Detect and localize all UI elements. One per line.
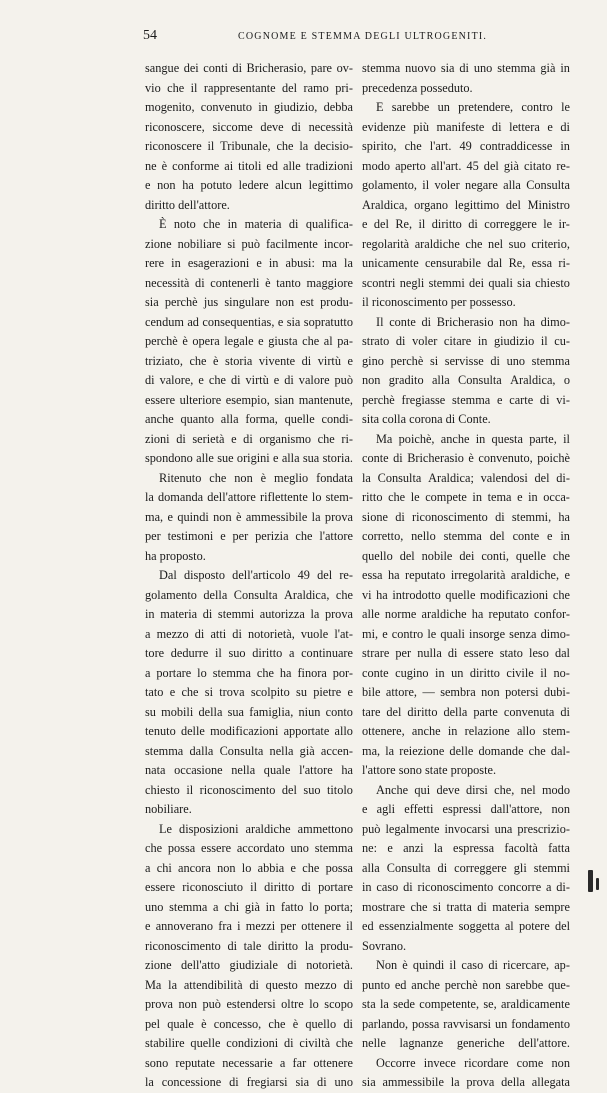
text-line: nelle lagnanze generiche dell'attore. [362, 1036, 570, 1050]
text-line: ed essenzialmente soggetta al potere del [362, 919, 570, 933]
text-line: unicamente censurabile dal Re, essa ri- [362, 256, 570, 270]
text-line: vio che il rappresentante del ramo pri- [145, 80, 353, 95]
text-line: tenuto delle modificazioni apportate allo [145, 724, 353, 738]
text-line: Occorre invece ricordare come non [376, 1055, 570, 1070]
text-line: Ritenuto che non è meglio fondata [159, 470, 353, 485]
text-line: strare per nulla di essere stato leso dal [362, 646, 570, 660]
text-line: Sovrano. [362, 938, 407, 953]
text-line: tore dedurre il suo diritto a continuare [145, 646, 353, 660]
text-line: sia ammessibile la prova della allegata [362, 1075, 570, 1089]
text-line: che possa essere accordato uno stemma [145, 841, 353, 855]
text-line: sono reputate necessarie a far ottenere [145, 1055, 353, 1070]
text-line: parlando, possa ravvisarsi un fondamento [362, 1016, 570, 1031]
text-line: la domanda dell'attore riflettente lo stem- [145, 490, 353, 504]
text-line: prova non può estendersi oltre lo scopo [145, 997, 353, 1011]
text-line: Ma poichè, anche in questa parte, il [376, 431, 570, 446]
text-line: zione nobiliare si può facilmente incor- [145, 236, 353, 251]
text-line: il riconoscimento per possesso. [362, 295, 516, 309]
left-text-column [145, 59, 353, 1093]
text-line: e non ha potuto ledere alcun legittimo [145, 178, 353, 192]
text-line: nobiliare. [145, 802, 192, 816]
text-line: conte di Bricherasio è convenuto, poichè [362, 451, 570, 465]
text-line: e del Re, il diritto di correggere le ir- [362, 217, 570, 231]
text-line: alla Consulta di correggere gli stemmi [362, 860, 570, 875]
text-line: mogenito, convenuto in giudizio, debba [145, 100, 353, 114]
text-line: regolarità araldiche che nel suo criterio, [362, 236, 570, 251]
text-line: E sarebbe un pretendere, contro le [376, 100, 570, 114]
text-line: vi ha introdotto quelle modificazioni che [362, 587, 570, 602]
text-line: zione dell'atto giudiziale di notorietà. [145, 958, 353, 972]
text-line: Non è quindi il caso di ricercare, ap- [376, 958, 570, 972]
text-line: ma, la reiezione delle domande che dal- [362, 743, 570, 758]
text-line: Dal disposto dell'articolo 49 del re- [159, 568, 353, 582]
text-line: punto ed anche perchè non sarebbe que- [362, 977, 570, 992]
text-line: stemma dalla Consulta nella già accen- [145, 743, 353, 758]
right-text-column [362, 59, 570, 1093]
text-line: sangue dei conti di Bricherasio, pare ov- [145, 61, 353, 75]
text-line: ottenere, anche in relazione allo stem- [362, 724, 570, 738]
text-line: ne: e anzi la espressa facoltà fatta [362, 841, 570, 855]
text-line: stabilire quelle condizioni di civiltà che [145, 1036, 353, 1050]
text-line: su mobili della sua famiglia, niun conto [145, 704, 353, 719]
text-line: diritto dell'attore. [145, 197, 230, 212]
text-line: ma, e quindi non è ammessibile la prova [145, 509, 353, 524]
text-line: modo aperto all'art. 45 del già citato re- [362, 158, 570, 173]
text-line: di valore, e che di virtù e di valore può [145, 373, 353, 387]
text-line: a mezzo di atti di notorietà, vuole l'at- [145, 626, 353, 641]
running-head: COGNOME E STEMMA DEGLI ULTROGENITI. [238, 31, 488, 42]
text-line: chiesto il riconoscimento del suo titolo [145, 782, 353, 797]
text-line: riconoscimento di tale diritto la produ- [145, 938, 353, 953]
text-line: Ma la attendibilità di questo mezzo di [145, 977, 353, 992]
text-line: essere ulteriore esempio, sian mantenute, [145, 392, 353, 407]
text-line: ne è conforme ai titoli ed alle tradizioni [145, 158, 353, 173]
text-line: la concessione di fregiarsi sia di uno [145, 1075, 353, 1089]
text-line: strato di voler citare in giudizio il cu- [362, 334, 570, 348]
text-line: essa ha reputato irregolarità araldiche, e [362, 568, 570, 582]
text-line: e annoverano fra i mezzi per ottenere il [145, 919, 353, 933]
text-line: mi, e contro le quali insorge senza dimo- [362, 626, 570, 641]
text-line: nata occasione nella quale l'attore ha [145, 763, 353, 777]
text-line: Araldica, organo legittimo del Ministro [362, 197, 570, 212]
text-line: cendum ad consequentias, e sia sopratutto [145, 314, 353, 329]
text-line: non gradito alla Consulta Araldica, o [362, 373, 570, 387]
text-line: a portare lo stemma che ha finora por- [145, 665, 353, 680]
text-line: sia perchè jus singulare non est produ- [145, 295, 353, 309]
text-line: uno stemma a chi già in fatto lo porta; [145, 899, 353, 914]
text-line: e agli effetti espressi dall'attore, non [362, 802, 570, 816]
text-line: Le disposizioni araldiche ammettono [159, 821, 353, 836]
text-line: corretto, nello stemma del conte e in [362, 529, 570, 543]
text-line: essere riconosciuto il diritto di portare [145, 880, 353, 894]
text-line: spirito, che l'art. 49 contraddicesse in [362, 139, 570, 153]
text-line: Anche qui deve dirsi che, nel modo [376, 782, 570, 797]
text-line: in caso di riconoscimento concorre a di- [362, 880, 570, 894]
text-line: perchè fregiasse stemma e carte di vi- [362, 392, 570, 407]
text-line: necessità di contenerli è tanto maggiore [145, 275, 353, 290]
text-line: la Consulta Araldica; valendosi del di- [362, 470, 570, 485]
page-edge-mark [588, 870, 593, 892]
text-line: pel quale è concesso, che è quello di [145, 1016, 353, 1031]
text-line: triziato, che è storia vivente di virtù e [145, 353, 353, 368]
text-line: evidenze più manifeste di lettera e di [362, 119, 570, 134]
page-number: 54 [143, 28, 157, 43]
text-line: quello del nobile dei conti, quelle che [362, 548, 570, 563]
text-line: ha proposto. [145, 548, 206, 563]
text-line: scontri negli stemmi dei quali sia chiesto [362, 275, 570, 290]
text-line: riconoscere, siccome deve di necessità [145, 119, 353, 134]
text-line: sita colla corona di Conte. [362, 412, 491, 426]
text-line: perchè è opera legale e giusta che al pa- [145, 334, 353, 348]
text-line: tato e che si trova scolpito su pietre e [145, 685, 353, 699]
text-line: anche quanto alla forma, quelle condi- [145, 412, 353, 426]
text-line: golamento, il voler negare alla Consulta [362, 178, 570, 192]
text-line: l'attore sono state proposte. [362, 763, 497, 777]
text-line: riconoscere il Tribunale, che la decisio- [145, 139, 353, 153]
text-line: a chi ancora non lo abbia e che possa [145, 860, 353, 875]
text-line: per testimoni e per perizia che l'attore [145, 529, 353, 543]
text-line: zioni di serietà e di organismo che ri- [145, 431, 353, 446]
text-line: spondono alle sue origini e alla sua storia. [145, 451, 353, 465]
text-line: può legalmente invocarsi una prescrizio- [362, 821, 570, 836]
text-line: gino perchè si servisse di uno stemma [362, 353, 570, 368]
text-line: golamento della Consulta Araldica, che [145, 587, 353, 602]
text-line: mostrare che si tratta di materia sempre [362, 899, 570, 914]
page-edge-mark [596, 878, 599, 890]
text-line: rere in esagerazioni e in abusi: ma la [145, 256, 353, 270]
text-line: ritto che le compete in tema e in occa- [362, 490, 570, 504]
text-line: È noto che in materia di qualifica- [159, 217, 353, 231]
text-line: sta la sede competente, se, araldicamente [362, 997, 570, 1011]
text-line: tare del diritto della parte convenuta di [362, 704, 570, 719]
text-line: conte cugino in un diritto civile il no- [362, 665, 570, 680]
text-line: Il conte di Bricherasio non ha dimo- [376, 314, 570, 329]
text-line: stemma nuovo sia di uno stemma già in [362, 61, 570, 75]
text-line: bile attore, — sembra non potersi dubi- [362, 685, 570, 699]
text-line: sione di riconoscimento di stemmi, ha [362, 509, 570, 524]
text-line: alle norme araldiche ha reputato confor- [362, 607, 570, 621]
text-line: precedenza posseduto. [362, 80, 473, 95]
text-line: in materia di stemmi autorizza la prova [145, 607, 353, 621]
